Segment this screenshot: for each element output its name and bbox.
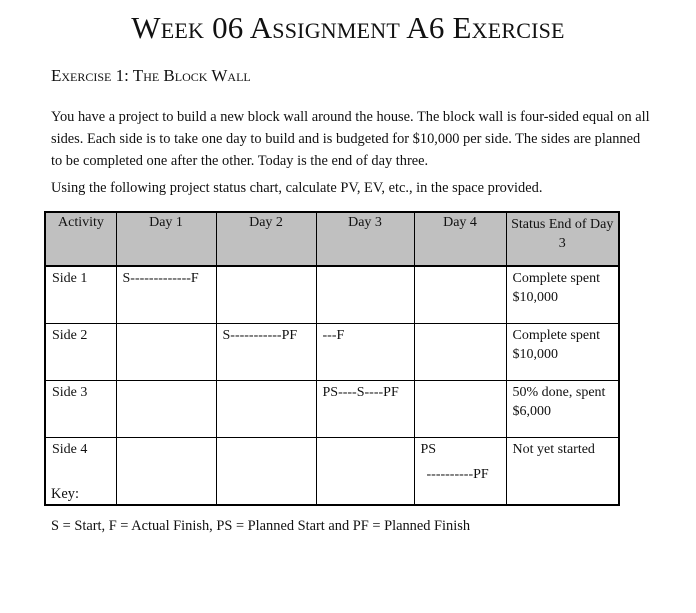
day2-cell <box>216 266 316 324</box>
status-cell: Complete spent $10,000 <box>506 266 619 324</box>
instructions: Using the following project status chart, calculate PV, EV, etc., in the space provided. <box>51 180 543 196</box>
activity-cell: Side 4 <box>45 438 116 506</box>
day3-cell: PS----S----PF <box>316 381 414 438</box>
day4-cell <box>414 266 506 324</box>
status-cell: Complete spent $10,000 <box>506 324 619 381</box>
activity-cell: Side 3 <box>45 381 116 438</box>
header-day-3: Day 3 <box>316 212 414 266</box>
key-text: S = Start, F = Actual Finish, PS = Planned Start and PF = Planned Finish <box>51 518 471 534</box>
project-status-table <box>44 211 620 506</box>
header-status: Status End of Day 3 <box>506 212 619 266</box>
header-day-2: Day 2 <box>216 212 316 266</box>
day4-cell <box>414 381 506 438</box>
day1-cell: S-------------F <box>116 266 216 324</box>
day2-cell <box>216 438 316 506</box>
day2-cell <box>216 381 316 438</box>
day1-cell <box>116 381 216 438</box>
status-cell: 50% done, spent $6,000 <box>506 381 619 438</box>
activity-cell: Side 1 <box>45 266 116 324</box>
day4-cell-line1: PS <box>420 442 437 457</box>
day1-cell <box>116 324 216 381</box>
status-cell: Not yet started <box>506 438 619 506</box>
header-day-1: Day 1 <box>116 212 216 266</box>
exercise-title: Exercise 1: The Block Wall <box>51 66 251 85</box>
day4-cell <box>414 438 506 506</box>
table-row <box>45 266 619 324</box>
header-activity: Activity <box>45 212 116 266</box>
day3-cell <box>316 438 414 506</box>
table-row <box>45 438 619 506</box>
activity-cell: Side 2 <box>45 324 116 381</box>
day3-cell: ---F <box>316 324 414 381</box>
project-description: You have a project to build a new block wall around the house. The block wall is four-sided equal on all sides. Each side is to take one day to build and is budgeted for $10,000 per side. The sides are planned to be completed one after the other. Today is the end of day three. <box>51 109 650 169</box>
day1-cell <box>116 438 216 506</box>
header-day-4: Day 4 <box>414 212 506 266</box>
page-title: Week 06 Assignment A6 Exercise <box>131 10 565 45</box>
day4-cell <box>414 324 506 381</box>
table-row <box>45 381 619 438</box>
day2-cell: S-----------PF <box>216 324 316 381</box>
table-header-row <box>45 212 619 266</box>
table-row <box>45 324 619 381</box>
day3-cell <box>316 266 414 324</box>
key-label: Key: <box>51 486 79 502</box>
day4-cell-line2: ----------PF <box>426 467 489 482</box>
